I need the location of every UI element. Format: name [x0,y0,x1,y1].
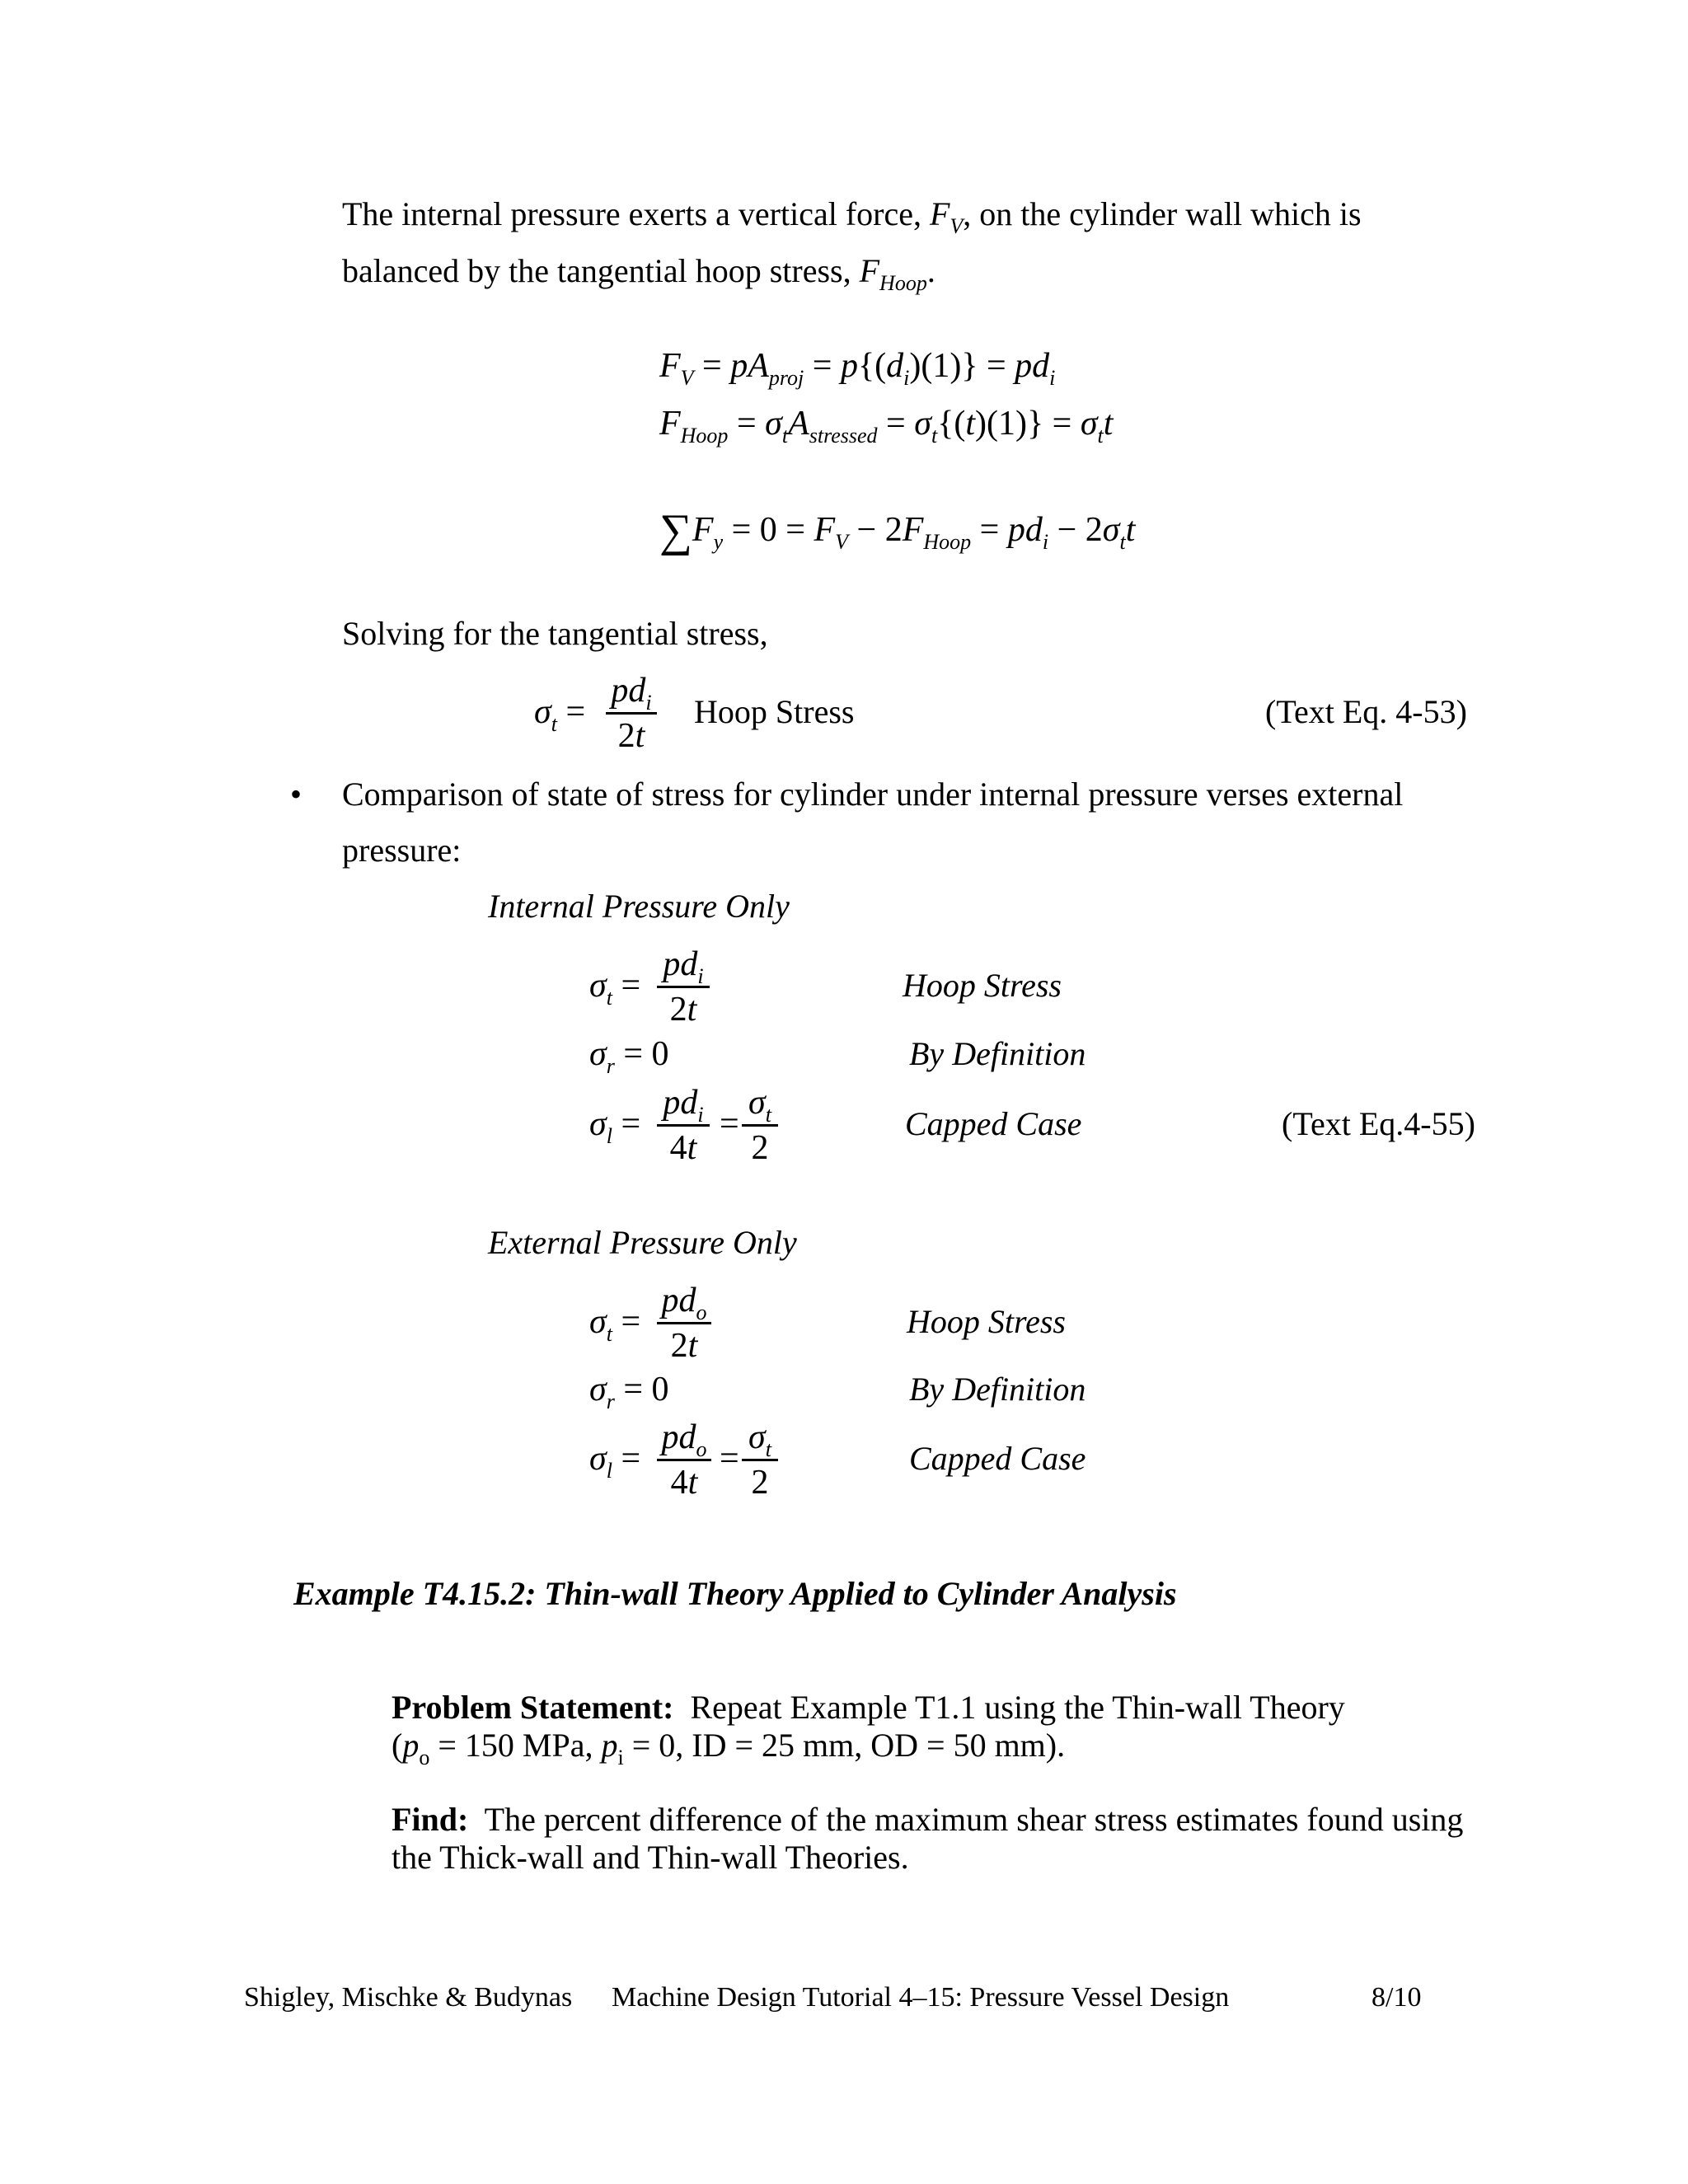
footer-authors: Shigley, Mischke & Budynas [244,1982,573,2013]
hoop-fraction: $pd_i$ 2t [606,671,657,756]
bullet-line-2: pressure: [342,832,462,869]
external-sigma-l: $\sigma_l$ = [589,1440,641,1483]
problem-label: Problem Statement: [392,1689,674,1726]
internal-sigma-t: $\sigma_t$ = [589,967,641,1010]
find-text: The percent difference of the maximum shear stress estimates found using [468,1801,1464,1838]
fv-symbol: F [929,195,950,232]
intro-line-1 [342,194,1362,238]
fhoop-symbol: F [859,252,880,289]
intro-text: The internal pressure exerts a vertical force, [342,195,930,232]
solving-text: Solving for the tangential stress, [342,615,768,652]
example-title: Example T4.15.2: Thin-wall Theory Applied to Cylinder Analysis [293,1575,1177,1612]
hoop-stress-label: Hoop Stress [694,693,855,730]
external-heading: External Pressure Only [488,1224,797,1261]
internal-hoop-fraction: $pd_i$ 2t [657,944,710,1029]
fhoop-subscript: Hoop [879,271,927,295]
external-sigma-r: $\sigma_r = 0$ [589,1371,669,1413]
intro-line-2 [342,251,935,295]
bullet-line-1: Comparison of state of stress for cylinder under internal pressure verses external [342,776,1404,813]
internal-label-definition: By Definition [909,1035,1086,1072]
external-label-capped: Capped Case [909,1440,1086,1477]
find-label: Find: [392,1801,469,1838]
intro-text: , on the cylinder wall which is [963,195,1362,232]
external-hoop-fraction: $pd_o$ 2t [657,1281,711,1366]
internal-sigma-l: $\sigma_l$ = [589,1105,641,1148]
external-half-fraction: $\sigma_t$ 2 [742,1418,778,1502]
internal-label-capped: Capped Case [905,1105,1082,1142]
external-label-definition: By Definition [909,1371,1086,1408]
internal-long-fraction: $pd_i$ 4t [657,1083,710,1168]
bullet-icon: • [290,776,302,813]
external-label-hoop: Hoop Stress [907,1303,1066,1340]
internal-half-fraction: $\sigma_t$ 2 [742,1083,778,1168]
intro-text: balanced by the tangential hoop stress, [342,252,860,289]
text-eq-ref-453: (Text Eq. 4-53) [1265,693,1467,730]
problem-statement-line-2: ($p_o = 150$ MPa, $p_i = 0$, ID = 25 mm, OD = 50 mm). [392,1727,1066,1769]
find-line-2: the Thick-wall and Thin-wall Theories. [392,1839,909,1876]
problem-text: Repeat Example T1.1 using the Thin-wall Theory [673,1689,1345,1726]
equation-sum-forces: $\sum F_y = 0 = F_V - 2F_{Hoop} = pd_i - 2\sigma_tt$ [659,505,1136,556]
internal-equals: = [720,1105,739,1143]
external-sigma-t: $\sigma_t$ = [589,1303,641,1346]
internal-sigma-r: $\sigma_r = 0$ [589,1035,669,1078]
internal-heading: Internal Pressure Only [488,888,790,925]
footer-page-number: 8/10 [1372,1982,1422,2013]
hoop-sigma: $\sigma_t$ = [534,693,586,736]
find-line-1 [392,1800,1463,1840]
equation-fv: $F_V = pA_{proj} = p\{(d_i)(1)\} = pd_i$ [659,347,1056,390]
intro-text: . [926,252,935,289]
external-equals: = [720,1440,739,1478]
internal-label-hoop: Hoop Stress [903,967,1062,1004]
text-eq-ref-455: (Text Eq.4-55) [1282,1105,1475,1142]
equation-fhoop: $F_{Hoop} = \sigma_tA_{stressed} = \sigma_t\{(t)(1)\} = \sigma_tt$ [659,405,1114,448]
fv-subscript: V [950,214,964,238]
external-long-fraction: $pd_o$ 4t [657,1418,711,1502]
problem-statement-line-1 [392,1688,1345,1727]
footer-title: Machine Design Tutorial 4–15: Pressure Vessel Design [612,1982,1230,2013]
